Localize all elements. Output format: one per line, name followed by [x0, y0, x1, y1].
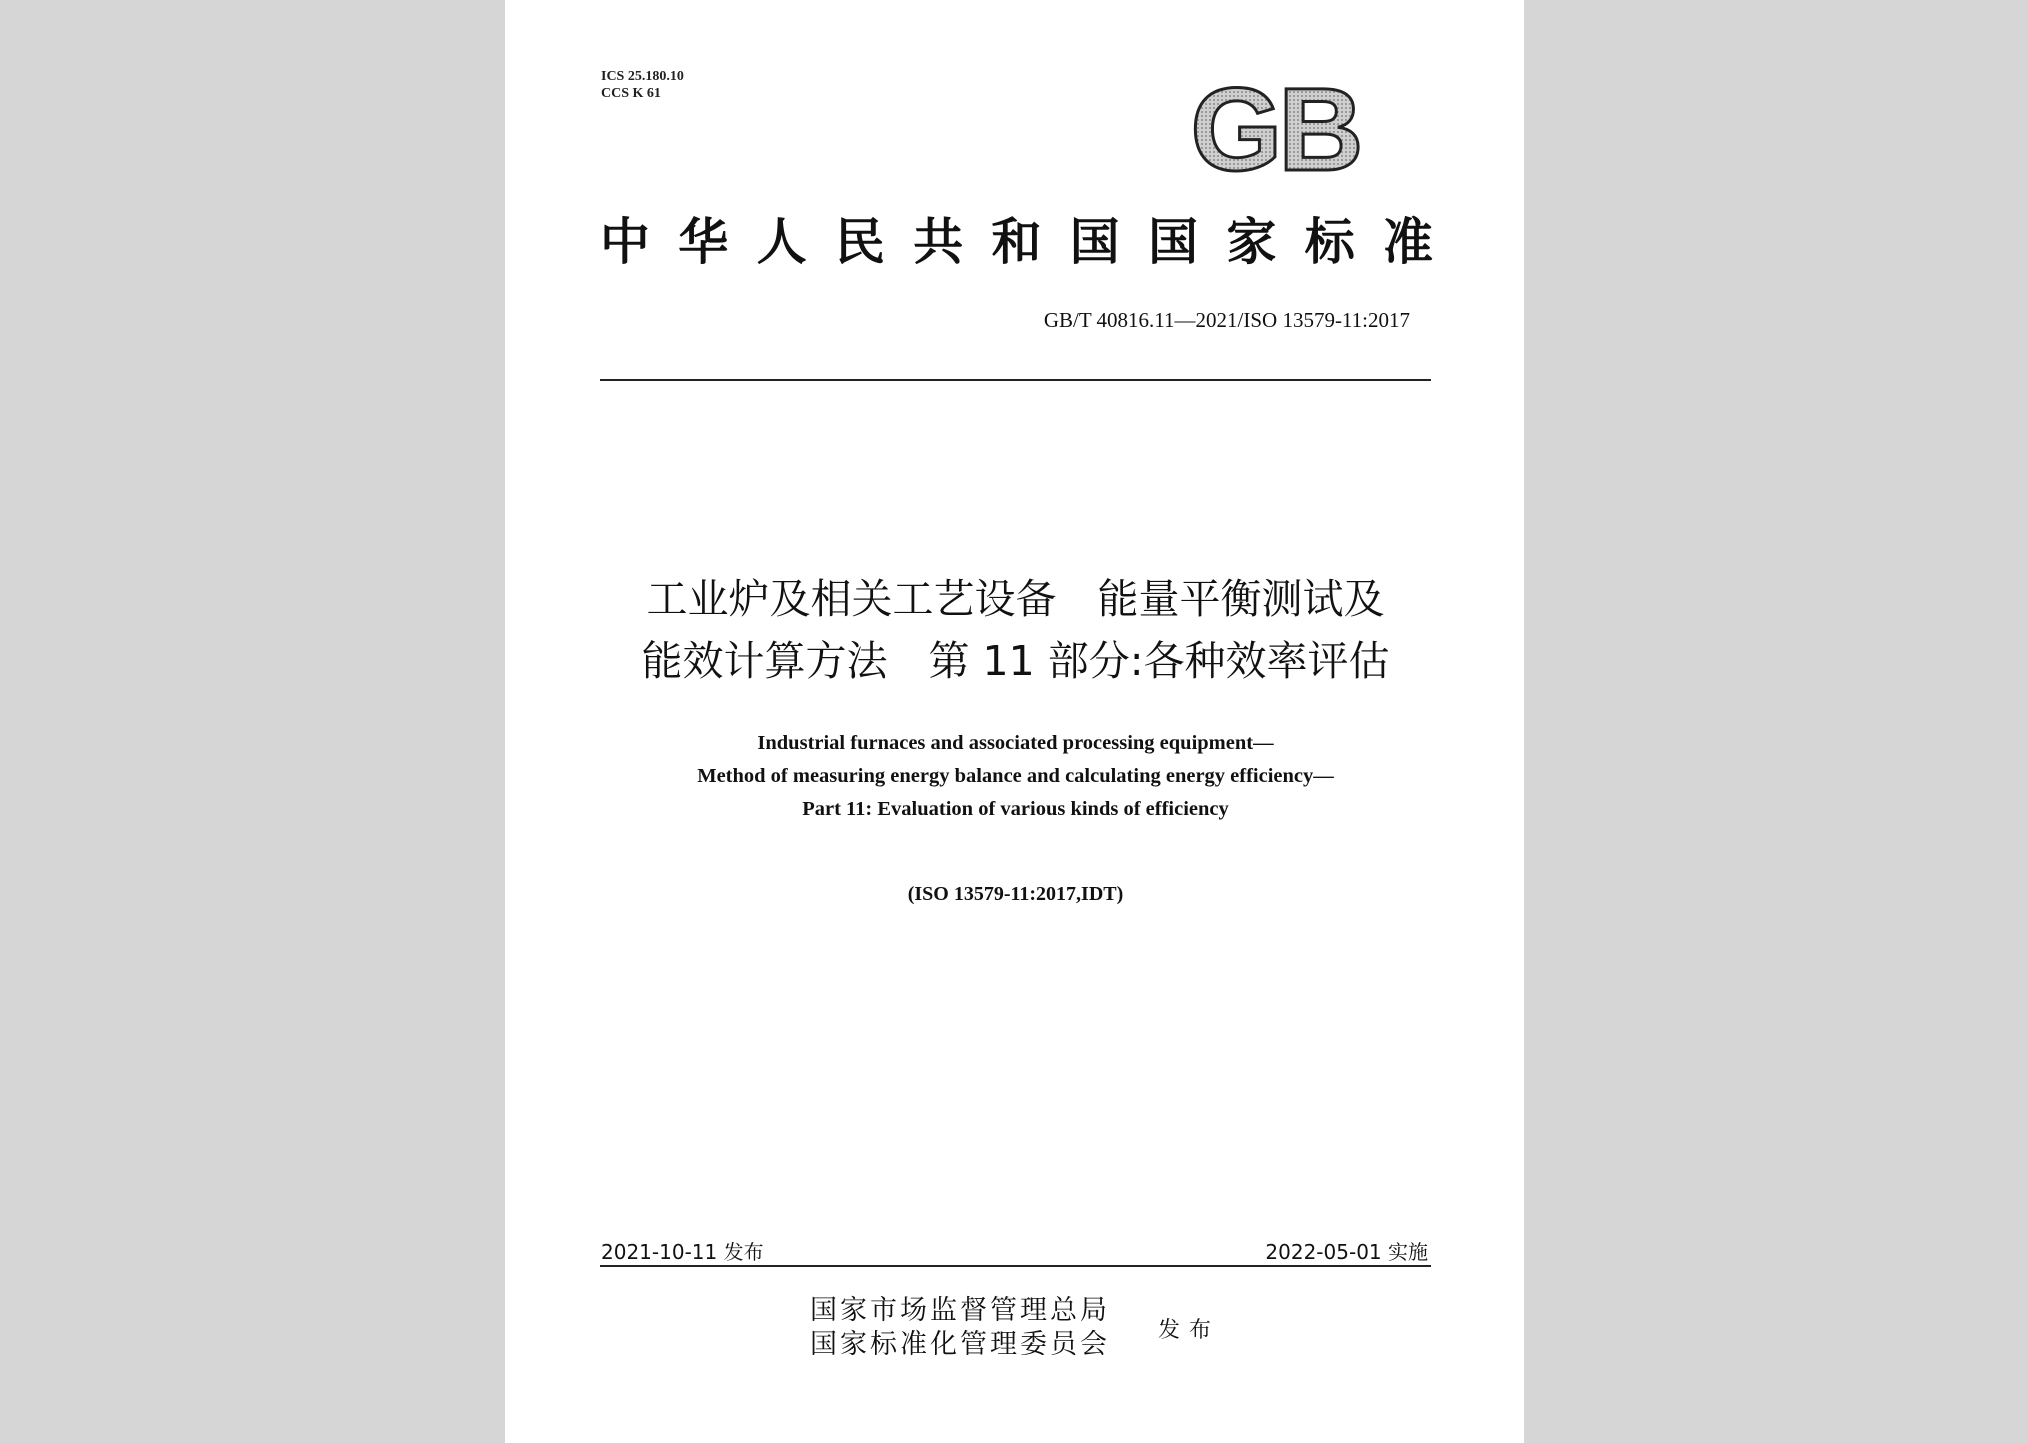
gb-logo-text: GB — [1190, 78, 1360, 182]
chinese-title-line-1: 工业炉及相关工艺设备 能量平衡测试及 — [646, 575, 1385, 623]
publisher-line-2: 国家标准化管理委员会 — [810, 1329, 1110, 1360]
implementation-date: 2022-05-01 实施 — [1265, 1240, 1428, 1264]
issue-date: 2021-10-11 发布 — [601, 1240, 764, 1264]
ccs-code: CCS K 61 — [601, 86, 661, 101]
ics-code: ICS 25.180.10 — [601, 69, 684, 84]
gb-standard-logo-icon — [1172, 78, 1378, 182]
english-title-line-1: Industrial furnaces and associated processing equipment— — [757, 732, 1274, 754]
footer-divider — [600, 1265, 1431, 1267]
publishers-block — [810, 1294, 1110, 1362]
english-title — [600, 727, 1431, 826]
chinese-title-line-2: 能效计算方法 第 11 部分:各种效率评估 — [641, 637, 1390, 685]
publish-action: 发布 — [1158, 1318, 1221, 1343]
english-title-line-2: Method of measuring energy balance and calculating energy efficiency— — [697, 765, 1334, 787]
document-page — [505, 0, 1524, 1443]
standard-number: GB/T 40816.11—2021/ISO 13579-11:2017 — [1043, 308, 1410, 332]
standard-title: 中华人民共和国国家标准 — [600, 212, 1435, 271]
iso-reference: (ISO 13579-11:2017,IDT) — [907, 883, 1124, 905]
english-title-line-3: Part 11: Evaluation of various kinds of efficiency — [802, 798, 1229, 820]
chinese-title — [600, 568, 1431, 692]
header-divider — [600, 379, 1431, 381]
publisher-line-1: 国家市场监督管理总局 — [810, 1295, 1110, 1326]
classification-codes — [601, 68, 684, 102]
